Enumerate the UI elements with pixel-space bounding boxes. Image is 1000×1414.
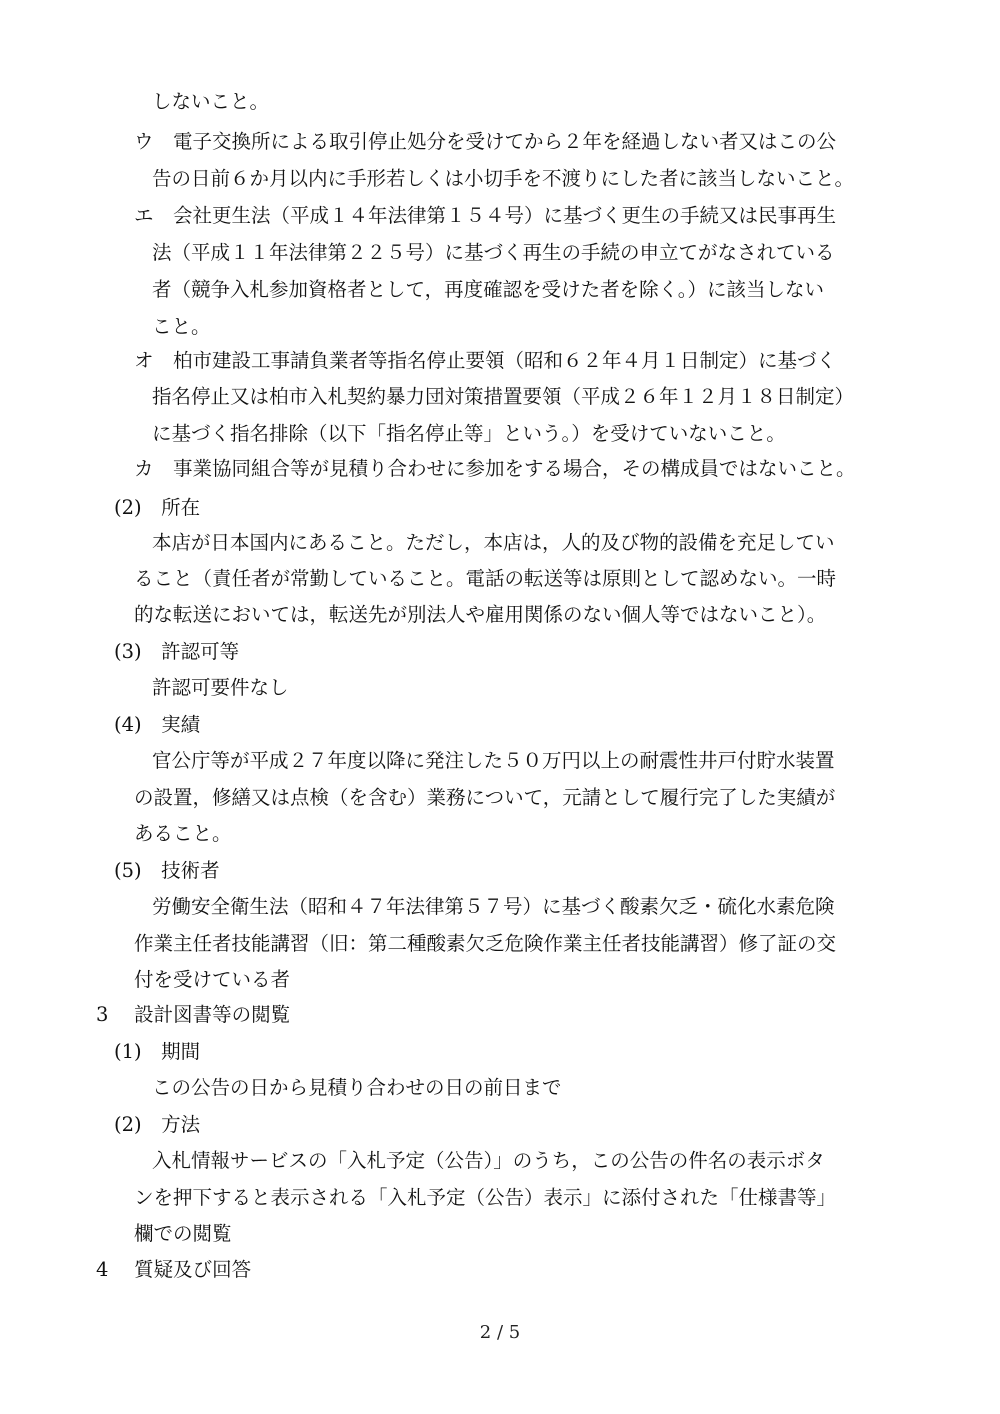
text-line-24: 作業主任者技能講習（旧：第二種酸素欠乏危険作業主任者技能講習）修了証の交 [134, 932, 837, 955]
text-line-29: (2) 方法 [114, 1113, 201, 1136]
text-line-33: 4 質疑及び回答 [96, 1258, 252, 1281]
text-line-26: 3 設計図書等の閲覧 [96, 1003, 291, 1026]
text-line-27: (1) 期間 [114, 1040, 201, 1063]
text-line-13: 本店が日本国内にあること。ただし，本店は，人的及び物的設備を充足してい [152, 531, 835, 554]
text-line-32: 欄での閲覧 [134, 1222, 232, 1245]
text-line-11: カ 事業協同組合等が見積り合わせに参加をする場合，その構成員ではないこと。 [134, 457, 856, 480]
text-line-7: こと。 [152, 315, 211, 338]
text-line-19: 官公庁等が平成２７年度以降に発注した５０万円以上の耐震性井戸付貯水装置 [152, 749, 835, 772]
page-number: 2 / 5 [479, 1322, 521, 1343]
text-line-3: 告の日前６か月以内に手形若しくは小切手を不渡りにした者に該当しないこと。 [152, 167, 855, 190]
text-line-9: 指名停止又は柏市入札契約暴力団対策措置要領（平成２６年１２月１８日制定） [152, 385, 855, 408]
text-line-23: 労働安全衛生法（昭和４７年法律第５７号）に基づく酸素欠乏・硫化水素危険 [152, 895, 835, 918]
text-line-17: 許認可要件なし [152, 676, 289, 699]
text-line-30: 入札情報サービスの「入札予定（公告）」のうち，この公告の件名の表示ボタ [152, 1149, 825, 1172]
text-line-12: (2) 所在 [114, 496, 201, 519]
text-line-20: の設置，修繕又は点検（を含む）業務について，元請として履行完了した実績が [134, 786, 836, 809]
text-line-16: (3) 許認可等 [114, 640, 240, 663]
text-line-2: ウ 電子交換所による取引停止処分を受けてから２年を経過しない者又はこの公 [134, 130, 837, 153]
text-line-8: オ 柏市建設工事請負業者等指名停止要領（昭和６２年４月１日制定）に基づく [134, 349, 837, 372]
text-line-25: 付を受けている者 [134, 968, 291, 991]
text-line-4: エ 会社更生法（平成１４年法律第１５４号）に基づく更生の手続又は民事再生 [134, 204, 837, 227]
text-line-5: 法（平成１１年法律第２２５号）に基づく再生の手続の申立てがなされている [152, 241, 835, 264]
text-line-28: この公告の日から見積り合わせの日の前日まで [152, 1076, 562, 1099]
text-line-6: 者（競争入札参加資格者として，再度確認を受けた者を除く。）に該当しない [152, 278, 824, 301]
text-line-10: に基づく指名排除（以下「指名停止等」という。）を受けていないこと。 [152, 422, 786, 445]
text-line-21: あること。 [134, 822, 232, 845]
text-line-31: ンを押下すると表示される「入札予定（公告）表示」に添付された「仕様書等」 [134, 1186, 837, 1209]
text-line-1: しないこと。 [152, 90, 270, 113]
text-line-22: (5) 技術者 [114, 859, 220, 882]
text-line-14: ること（責任者が常勤していること。電話の転送等は原則として認めない。一時 [134, 567, 837, 590]
text-line-18: (4) 実績 [114, 713, 201, 736]
text-line-15: 的な転送においては，転送先が別法人や雇用関係のない個人等ではないこと）。 [134, 603, 827, 626]
